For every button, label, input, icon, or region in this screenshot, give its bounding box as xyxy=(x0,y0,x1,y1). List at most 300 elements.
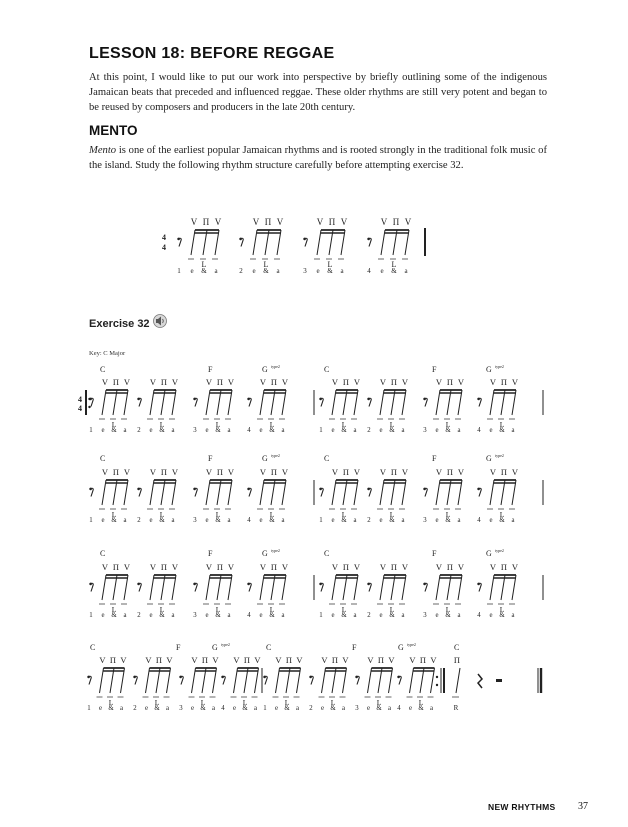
strum-mark: V xyxy=(380,217,388,227)
strum-mark: V xyxy=(254,655,261,665)
left-hand-mark: L xyxy=(499,510,505,519)
count-label: e xyxy=(379,612,383,619)
strum-mark: V xyxy=(340,217,348,227)
strum-mark: V xyxy=(435,467,443,477)
count-label: & xyxy=(215,517,221,524)
count-label: a xyxy=(511,427,515,434)
strum-mark: Π xyxy=(419,655,427,665)
strum-mark: V xyxy=(342,655,349,665)
count-label: a xyxy=(387,705,392,712)
count-label: 1 xyxy=(263,705,267,712)
slash-stem xyxy=(380,480,384,505)
eighth-rest-dot xyxy=(193,583,196,586)
chord-symbol: C xyxy=(266,643,272,652)
left-hand-mark: L xyxy=(341,510,347,519)
count-label: & xyxy=(263,267,269,275)
count-label: 1 xyxy=(177,267,181,275)
count-label: e xyxy=(149,517,153,524)
count-label: & xyxy=(327,267,333,275)
eighth-rest-dot xyxy=(423,488,426,491)
mento-term: Mento xyxy=(89,145,117,156)
count-label: 4 xyxy=(247,517,251,524)
chord-symbol: G xyxy=(262,365,268,374)
lesson-intro: At this point, I would like to put our work into perspective by briefly outlining some of the indigenous Jamaican beats that preceded and influenced reggae. These older rhythms are still very potent and began to be reused by composers and producers in the late 20th century. xyxy=(89,72,547,113)
count-label: R xyxy=(453,704,459,712)
left-hand-mark: L xyxy=(330,698,336,707)
eighth-rest-dot xyxy=(477,488,480,491)
count-label: e xyxy=(435,427,439,434)
strum-mark: V xyxy=(457,467,465,477)
count-label: e xyxy=(252,267,256,275)
left-hand-mark: L xyxy=(201,260,207,269)
count-label: 1 xyxy=(89,612,93,619)
left-hand-mark: L xyxy=(111,510,117,519)
left-hand-mark: L xyxy=(391,260,397,269)
count-label: 1 xyxy=(87,705,91,712)
count-label: e xyxy=(190,267,194,275)
count-label: a xyxy=(401,517,405,524)
strum-mark: V xyxy=(457,562,465,572)
strum-mark: Π xyxy=(342,467,350,477)
count-label: 3 xyxy=(355,705,359,712)
strum-mark: V xyxy=(166,655,173,665)
left-hand-mark: L xyxy=(499,605,505,614)
count-label: 2 xyxy=(367,612,371,619)
count-label: a xyxy=(227,612,231,619)
left-hand-mark: L xyxy=(159,510,165,519)
strum-mark: Π xyxy=(390,562,398,572)
strum-mark: Π xyxy=(270,377,278,387)
count-label: a xyxy=(281,612,285,619)
strum-mark: Π xyxy=(109,655,117,665)
count-label: 4 xyxy=(477,612,481,619)
chord-symbol: C xyxy=(100,365,106,374)
count-label: a xyxy=(353,427,357,434)
eighth-rest-dot xyxy=(247,583,250,586)
slash-stem xyxy=(150,575,154,600)
left-hand-mark: L xyxy=(111,420,117,429)
chord-suffix: type2 xyxy=(407,642,416,647)
strum-mark: Π xyxy=(270,562,278,572)
strum-mark: V xyxy=(435,377,443,387)
strum-mark: Π xyxy=(155,655,163,665)
eighth-rest-dot xyxy=(87,676,90,679)
count-label: & xyxy=(445,517,451,524)
strum-mark: V xyxy=(353,562,361,572)
count-label: & xyxy=(376,705,382,712)
slash-stem xyxy=(260,390,264,415)
slash-stem xyxy=(332,575,336,600)
chord-suffix: type2 xyxy=(495,548,504,553)
eighth-rest-dot xyxy=(423,583,426,586)
strum-mark: V xyxy=(275,655,282,665)
strum-mark: V xyxy=(227,377,235,387)
time-sig-top: 4 xyxy=(162,233,166,242)
strum-mark: V xyxy=(191,655,198,665)
count-label: 4 xyxy=(221,705,225,712)
strum-mark: V xyxy=(120,655,127,665)
strum-mark: V xyxy=(331,562,339,572)
strum-mark: V xyxy=(205,377,213,387)
count-label: e xyxy=(489,517,493,524)
count-label: 4 xyxy=(247,612,251,619)
count-label: 4 xyxy=(477,517,481,524)
slash-stem xyxy=(191,230,195,255)
strum-mark: V xyxy=(227,562,235,572)
count-label: & xyxy=(111,427,117,434)
strum-mark: V xyxy=(101,377,109,387)
slash-stem xyxy=(150,480,154,505)
strum-mark: V xyxy=(379,562,387,572)
strum-mark: Π xyxy=(216,377,224,387)
strum-mark: Π xyxy=(390,467,398,477)
count-label: e xyxy=(316,267,320,275)
count-label: 2 xyxy=(309,705,313,712)
count-label: 3 xyxy=(423,517,427,524)
strum-mark: V xyxy=(205,562,213,572)
count-label: & xyxy=(242,705,248,712)
count-label: e xyxy=(366,705,371,712)
strum-mark: V xyxy=(379,377,387,387)
eighth-rest-dot xyxy=(309,676,312,679)
chord-suffix: type2 xyxy=(271,453,280,458)
left-hand-mark: L xyxy=(389,605,395,614)
eighth-rest-dot xyxy=(247,488,250,491)
chord-symbol: G xyxy=(212,643,218,652)
slash-stem xyxy=(146,668,150,693)
count-label: e xyxy=(320,705,325,712)
eighth-rest-dot xyxy=(193,488,196,491)
count-label: a xyxy=(404,267,408,275)
count-label: & xyxy=(341,517,347,524)
eighth-rest-dot xyxy=(355,676,358,679)
count-label: e xyxy=(379,517,383,524)
chord-suffix: type2 xyxy=(221,642,230,647)
strum-mark: V xyxy=(404,217,412,227)
strum-mark: Π xyxy=(500,467,508,477)
count-label: & xyxy=(159,427,165,434)
half-rest xyxy=(496,679,502,682)
eighth-rest-dot xyxy=(319,583,322,586)
eighth-rest-dot xyxy=(397,676,400,679)
exercise-label: Exercise 32 xyxy=(89,318,150,330)
slash-stem xyxy=(380,575,384,600)
chord-symbol: F xyxy=(176,643,181,652)
eighth-rest-dot xyxy=(263,676,266,679)
left-hand-mark: L xyxy=(269,510,275,519)
slash-stem xyxy=(102,575,106,600)
strum-mark: Π xyxy=(342,377,350,387)
count-label: a xyxy=(511,612,515,619)
eighth-rest-dot xyxy=(89,583,92,586)
count-label: e xyxy=(331,427,335,434)
strum-mark: Π xyxy=(160,377,168,387)
strum-mark: Π xyxy=(500,562,508,572)
count-label: e xyxy=(232,705,237,712)
count-label: 1 xyxy=(319,612,323,619)
strum-mark: Π xyxy=(453,655,461,665)
count-label: 2 xyxy=(239,267,243,275)
chord-symbol: F xyxy=(208,454,213,463)
strum-mark: V xyxy=(171,467,179,477)
time-sig-bottom: 4 xyxy=(78,404,82,413)
count-label: & xyxy=(269,427,275,434)
count-label: & xyxy=(284,705,290,712)
count-label: a xyxy=(171,427,175,434)
chord-symbol: F xyxy=(208,365,213,374)
count-label: 2 xyxy=(137,427,141,434)
mento-body: is one of the earliest popular Jamaican rhythms and is rooted strongly in the traditional folk music of the island. Study the following rhythm structure carefully before attempting exercise 32. xyxy=(89,145,547,171)
count-label: a xyxy=(340,267,344,275)
strum-mark: V xyxy=(259,467,267,477)
count-label: a xyxy=(341,705,346,712)
strum-mark: V xyxy=(457,377,465,387)
strum-mark: Π xyxy=(160,467,168,477)
slash-stem xyxy=(410,668,414,693)
count-label: e xyxy=(190,705,195,712)
count-label: 3 xyxy=(423,612,427,619)
left-hand-mark: L xyxy=(215,510,221,519)
count-label: 3 xyxy=(179,705,183,712)
left-hand-mark: L xyxy=(389,510,395,519)
page-number: 37 xyxy=(578,801,588,812)
left-hand-mark: L xyxy=(376,698,382,707)
strum-mark: V xyxy=(367,655,374,665)
count-label: & xyxy=(389,427,395,434)
time-sig-top: 4 xyxy=(78,395,82,404)
slash-stem xyxy=(206,480,210,505)
chord-symbol: C xyxy=(90,643,96,652)
count-label: 3 xyxy=(303,267,307,275)
chord-symbol: F xyxy=(432,549,437,558)
count-label: a xyxy=(281,427,285,434)
count-label: & xyxy=(159,612,165,619)
quarter-rest xyxy=(478,674,482,688)
eighth-rest-dot xyxy=(177,238,180,241)
strum-mark: Π xyxy=(331,655,339,665)
strum-mark: V xyxy=(401,562,409,572)
count-label: a xyxy=(353,612,357,619)
count-label: 3 xyxy=(193,427,197,434)
chord-suffix: type2 xyxy=(495,453,504,458)
left-hand-mark: L xyxy=(341,605,347,614)
strum-mark: V xyxy=(321,655,328,665)
final-chord: C xyxy=(454,643,460,652)
slash-stem xyxy=(253,230,257,255)
count-label: e xyxy=(380,267,384,275)
strum-mark: Π xyxy=(216,562,224,572)
strum-mark: Π xyxy=(342,562,350,572)
strum-mark: Π xyxy=(270,467,278,477)
left-hand-mark: L xyxy=(418,698,424,707)
count-label: & xyxy=(389,612,395,619)
strum-mark: V xyxy=(331,377,339,387)
strum-mark: V xyxy=(171,377,179,387)
footer-section: NEW RHYTHMS xyxy=(488,802,556,812)
strum-mark: V xyxy=(435,562,443,572)
strum-mark: Π xyxy=(500,377,508,387)
chord-symbol: F xyxy=(352,643,357,652)
count-label: & xyxy=(330,705,336,712)
strum-mark: Π xyxy=(112,562,120,572)
strum-mark: Π xyxy=(112,377,120,387)
strum-mark: Π xyxy=(202,217,210,227)
eighth-rest-dot xyxy=(137,398,140,401)
speaker-icon[interactable] xyxy=(152,314,168,333)
slash-stem xyxy=(436,480,440,505)
strum-mark: V xyxy=(401,377,409,387)
count-label: e xyxy=(259,517,263,524)
count-label: e xyxy=(101,612,105,619)
strum-mark: V xyxy=(409,655,416,665)
chord-symbol: G xyxy=(486,365,492,374)
count-label: 2 xyxy=(133,705,137,712)
strum-mark: Π xyxy=(285,655,293,665)
count-label: 3 xyxy=(193,612,197,619)
chord-symbol: G xyxy=(262,549,268,558)
left-hand-mark: L xyxy=(269,605,275,614)
count-label: 1 xyxy=(319,427,323,434)
eighth-rest-dot xyxy=(89,398,92,401)
eighth-rest-dot xyxy=(179,676,182,679)
count-label: & xyxy=(111,612,117,619)
count-label: & xyxy=(418,705,424,712)
slash-stem xyxy=(368,668,372,693)
strum-mark: V xyxy=(149,467,157,477)
count-label: & xyxy=(111,517,117,524)
strum-mark: Π xyxy=(264,217,272,227)
eighth-rest-dot xyxy=(319,488,322,491)
count-label: e xyxy=(435,612,439,619)
strum-mark: V xyxy=(190,217,198,227)
left-hand-mark: L xyxy=(445,420,451,429)
count-label: a xyxy=(211,705,216,712)
strum-mark: V xyxy=(489,562,497,572)
strum-mark: V xyxy=(489,467,497,477)
chord-suffix: type2 xyxy=(271,364,280,369)
strum-mark: Π xyxy=(201,655,209,665)
chord-symbol: G xyxy=(262,454,268,463)
left-hand-mark: L xyxy=(215,420,221,429)
strum-mark: V xyxy=(149,377,157,387)
strum-mark: V xyxy=(252,217,260,227)
section-heading-mento: MENTO xyxy=(89,123,138,138)
eighth-rest-dot xyxy=(133,676,136,679)
count-label: a xyxy=(457,612,461,619)
left-hand-mark: L xyxy=(389,420,395,429)
count-label: a xyxy=(253,705,258,712)
slash-stem xyxy=(381,230,385,255)
count-label: & xyxy=(159,517,165,524)
strum-mark: V xyxy=(123,562,131,572)
count-label: & xyxy=(154,705,160,712)
slash-stem xyxy=(260,575,264,600)
strum-mark: Π xyxy=(160,562,168,572)
count-label: a xyxy=(353,517,357,524)
left-hand-mark: L xyxy=(108,698,114,707)
slash-stem xyxy=(234,668,238,693)
left-hand-mark: L xyxy=(263,260,269,269)
count-label: a xyxy=(165,705,170,712)
eighth-rest-dot xyxy=(89,488,92,491)
count-label: e xyxy=(101,427,105,434)
slash-stem xyxy=(100,668,104,693)
count-label: a xyxy=(295,705,300,712)
slash-stem xyxy=(102,390,106,415)
count-label: & xyxy=(108,705,114,712)
count-label: e xyxy=(435,517,439,524)
eighth-rest-dot xyxy=(137,488,140,491)
slash-stem xyxy=(380,390,384,415)
chord-symbol: C xyxy=(324,365,330,374)
left-hand-mark: L xyxy=(499,420,505,429)
strum-mark: V xyxy=(331,467,339,477)
strum-mark: V xyxy=(511,467,519,477)
left-hand-mark: L xyxy=(215,605,221,614)
chord-symbol: G xyxy=(486,549,492,558)
count-label: a xyxy=(123,427,127,434)
count-label: & xyxy=(215,612,221,619)
left-hand-mark: L xyxy=(154,698,160,707)
slash-stem xyxy=(276,668,280,693)
count-label: & xyxy=(269,517,275,524)
count-label: 4 xyxy=(397,705,401,712)
chord-symbol: C xyxy=(100,454,106,463)
strum-mark: V xyxy=(353,467,361,477)
strum-mark: V xyxy=(281,562,289,572)
strum-mark: Π xyxy=(446,562,454,572)
strum-mark: V xyxy=(205,467,213,477)
left-hand-mark: L xyxy=(327,260,333,269)
count-label: a xyxy=(511,517,515,524)
left-hand-mark: L xyxy=(242,698,248,707)
left-hand-mark: L xyxy=(200,698,206,707)
count-label: a xyxy=(227,427,231,434)
repeat-dot xyxy=(436,676,438,678)
count-label: e xyxy=(144,705,149,712)
slash-stem xyxy=(206,575,210,600)
eighth-rest-dot xyxy=(303,238,306,241)
count-label: a xyxy=(119,705,124,712)
slash-stem xyxy=(332,390,336,415)
count-label: 1 xyxy=(319,517,323,524)
slash-stem xyxy=(490,480,494,505)
count-label: 4 xyxy=(247,427,251,434)
count-label: 1 xyxy=(89,427,93,434)
count-label: a xyxy=(276,267,280,275)
left-hand-mark: L xyxy=(159,605,165,614)
chord-suffix: type2 xyxy=(495,364,504,369)
slash-stem xyxy=(490,575,494,600)
chord-symbol: F xyxy=(432,454,437,463)
count-label: a xyxy=(123,517,127,524)
count-label: & xyxy=(215,427,221,434)
strum-mark: Π xyxy=(377,655,385,665)
chord-symbol: G xyxy=(486,454,492,463)
count-label: e xyxy=(259,427,263,434)
count-label: e xyxy=(101,517,105,524)
count-label: e xyxy=(408,705,413,712)
strum-mark: V xyxy=(388,655,395,665)
count-label: 1 xyxy=(89,517,93,524)
count-label: 2 xyxy=(367,427,371,434)
count-label: a xyxy=(281,517,285,524)
eighth-rest-dot xyxy=(193,398,196,401)
strum-mark: V xyxy=(259,562,267,572)
strum-mark: V xyxy=(353,377,361,387)
slash-stem xyxy=(490,390,494,415)
count-label: a xyxy=(171,612,175,619)
